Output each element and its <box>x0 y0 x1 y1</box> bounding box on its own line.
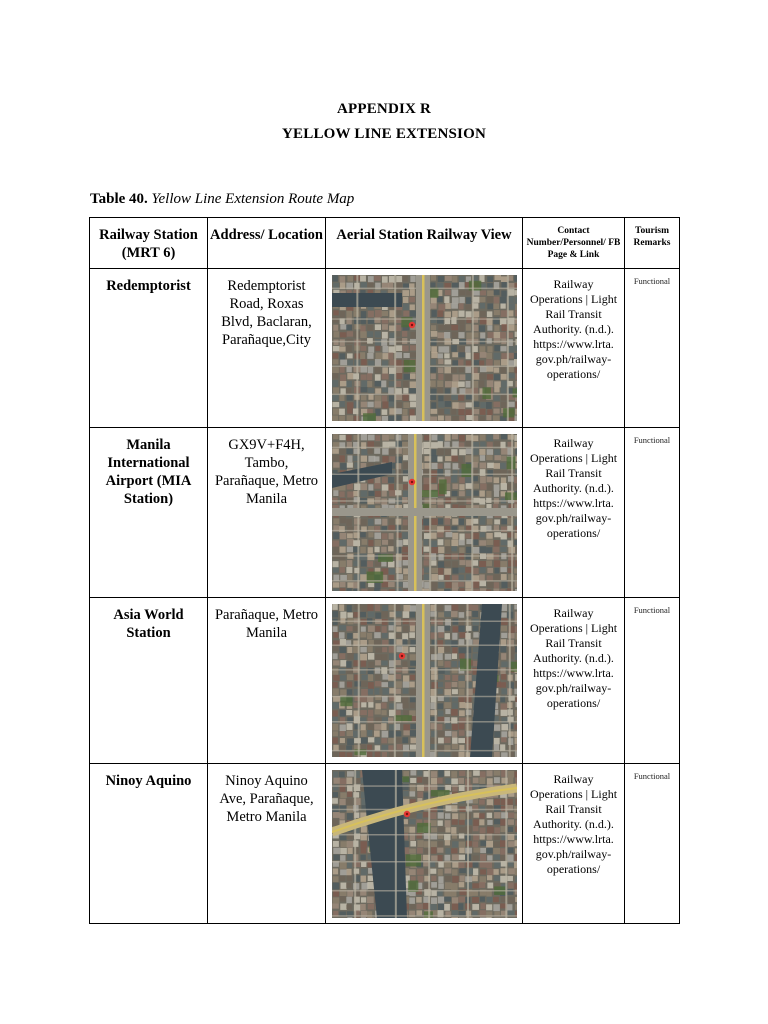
address-cell <box>208 428 326 598</box>
aerial-map-graphic <box>332 275 517 421</box>
aerial-cell <box>326 269 523 428</box>
contact-cell <box>523 269 625 428</box>
station-cell <box>90 764 208 924</box>
header-aerial-view: Aerial Station Railway View <box>326 218 523 269</box>
station-address: Parañaque, Metro Manila <box>214 607 319 641</box>
aerial-cell <box>326 428 523 598</box>
contact-info: Railway Operations | Light Rail Transit Authority. (n.d.). https://www.lrta. gov.ph/railway-operations/ <box>529 436 618 540</box>
tourism-remark: Functional <box>633 605 671 615</box>
remark-cell <box>625 764 680 924</box>
header-station: Railway Station (MRT 6) <box>90 218 208 269</box>
remark-cell <box>625 428 680 598</box>
tourism-remark: Functional <box>633 435 671 445</box>
station-address: GX9V+F4H, Tambo, Parañaque, Metro Manila <box>214 437 319 507</box>
contact-cell <box>523 428 625 598</box>
station-name: Manila International Airport (MIA Station) <box>105 437 192 507</box>
aerial-view-image <box>332 770 517 918</box>
aerial-cell <box>326 598 523 764</box>
contact-info: Railway Operations | Light Rail Transit Authority. (n.d.). https://www.lrta. gov.ph/railway-operations/ <box>529 772 618 876</box>
appendix-subtitle: YELLOW LINE EXTENSION <box>282 126 486 142</box>
tourism-remark: Functional <box>633 771 671 781</box>
aerial-map-graphic <box>332 434 517 591</box>
table-row <box>90 764 680 924</box>
route-table <box>89 217 680 924</box>
aerial-map-graphic <box>332 604 517 757</box>
contact-cell <box>523 598 625 764</box>
station-cell <box>90 598 208 764</box>
appendix-title: APPENDIX R <box>336 101 432 117</box>
station-cell <box>90 428 208 598</box>
station-address: Ninoy Aquino Ave, Parañaque, Metro Manila <box>219 773 314 825</box>
aerial-map-graphic <box>332 770 517 918</box>
tourism-remark: Functional <box>633 276 671 286</box>
station-name: Asia World Station <box>113 607 184 641</box>
address-cell <box>208 269 326 428</box>
aerial-view-image <box>332 275 517 421</box>
address-cell <box>208 764 326 924</box>
aerial-view-image <box>332 604 517 757</box>
table-header-row <box>90 218 680 269</box>
contact-cell <box>523 764 625 924</box>
table-row <box>90 428 680 598</box>
contact-info: Railway Operations | Light Rail Transit Authority. (n.d.). https://www.lrta. gov.ph/railway-operations/ <box>529 606 618 710</box>
header-address: Address/ Location <box>208 218 326 269</box>
contact-info: Railway Operations | Light Rail Transit Authority. (n.d.). https://www.lrta. gov.ph/railway-operations/ <box>529 277 618 381</box>
station-name: Ninoy Aquino <box>105 773 192 789</box>
table-caption <box>90 191 354 208</box>
station-address: Redemptorist Road, Roxas Blvd, Baclaran, Parañaque,City <box>221 278 312 348</box>
remark-cell <box>625 598 680 764</box>
header-contact: Contact Number/Personnel/ FB Page & Link <box>523 218 625 269</box>
table-caption-text: Yellow Line Extension Route Map <box>147 191 355 207</box>
aerial-cell <box>326 764 523 924</box>
station-name: Redemptorist <box>106 278 191 294</box>
header-remarks: Tourism Remarks <box>625 218 680 269</box>
remark-cell <box>625 269 680 428</box>
table-row <box>90 269 680 428</box>
table-caption-label: Table 40. <box>90 191 148 207</box>
table-row <box>90 598 680 764</box>
station-cell <box>90 269 208 428</box>
aerial-view-image <box>332 434 517 591</box>
address-cell <box>208 598 326 764</box>
